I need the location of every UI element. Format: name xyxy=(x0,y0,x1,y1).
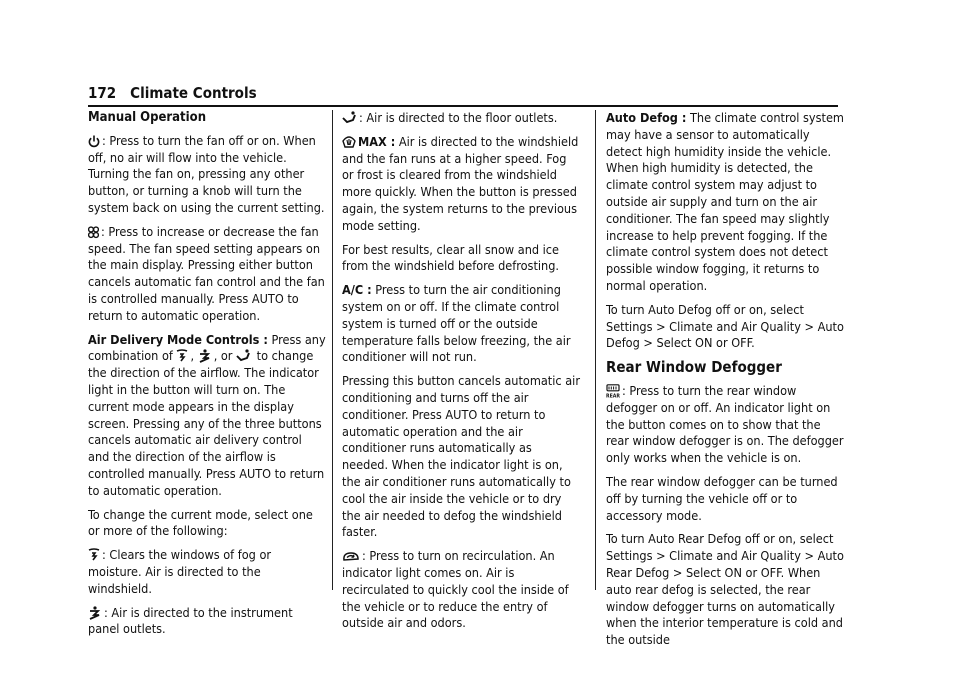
ac-paragraph: A/C : Press to turn the air conditioning system on or off. If the climate control system is turned off or the outside temperature falls below freezing, the air conditioner will not run. xyxy=(342,282,571,365)
auto-defog-settings-paragraph: To turn Auto Defog off or on, select Settings > Climate and Air Quality > Auto Defog > Select ON or OFF. xyxy=(606,301,844,351)
header-rule xyxy=(88,105,838,107)
rear-off-paragraph: The rear window defogger can be turned off by turning the vehicle off or to accessory mode. xyxy=(606,473,838,523)
recirculation-paragraph: : Press to turn on recirculation. An indicator light comes on. Air is recirculated to quickly cool the inside of the vehicle or to reduce the entry of outside air and odors. xyxy=(342,548,569,631)
fan-icon xyxy=(88,226,99,239)
panel-mode-icon xyxy=(198,349,212,363)
power-icon xyxy=(88,135,100,148)
fan-paragraph: : Press to increase or decrease the fan speed. The fan speed setting appears on the main display. Pressing either button cancels automatic fan control and the fan is controlled manually. Press AUTO to return to automatic operation. xyxy=(88,223,325,323)
svg-text:REAR: REAR xyxy=(606,393,620,398)
floor-mode-icon xyxy=(342,111,357,125)
power-paragraph: : Press to turn the fan off or on. When off, no air will flow into the vehicle. Turning the fan on, pressing any other button, or turning a knob will turn the system back on using the current setting. xyxy=(88,132,325,215)
recirculation-icon xyxy=(342,551,360,563)
defrost-mode-icon xyxy=(176,349,188,363)
section-title: Climate Controls xyxy=(130,84,257,102)
column-1 xyxy=(88,110,326,645)
floor-mode-paragraph: : Air is directed to the floor outlets. xyxy=(342,110,580,127)
floor-mode-icon xyxy=(236,349,251,363)
column-2 xyxy=(342,110,580,639)
auto-defog-paragraph: Auto Defog : The climate control system may have a sensor to automatically detect high humidity inside the vehicle. When high humidity is detected, the climate control system may adjust to outside air supply and turn on the air conditioner. The fan speed may slightly increase to help prevent fogging. If the climate control system does not detect possible window fogging, it returns to normal operation. xyxy=(606,110,844,293)
page-header xyxy=(88,84,257,102)
max-defrost-paragraph: MAX : Air is directed to the windshield and the fan runs at a higher speed. Fog or frost is cleared from the windshield more quickly. When the button is pressed again, the system returns to the previous mode setting. xyxy=(342,133,579,233)
air-delivery-paragraph: Air Delivery Mode Controls : Press any combination of , , or to change the direction of the airflow. The indicator light in the button will turn on. The current mode appears in the display screen. Pressing any of the three buttons cancels automatic air delivery control and the direction of the airflow is controlled manually. Press AUTO to return to automatic operation. xyxy=(88,331,326,498)
column-3 xyxy=(606,110,844,656)
column-divider xyxy=(595,110,596,590)
ac-cancel-paragraph: Pressing this button cancels automatic air conditioning and turns off the air conditioner. Press AUTO to return to automatic operation and the air conditioner runs automatically as needed. When the indicator light is on, the air conditioner runs automatically to cool the air inside the vehicle or to dry the air needed to defog the windshield faster. xyxy=(342,373,580,540)
page-number: 172 xyxy=(88,84,117,102)
rear-window-defogger-heading: Rear Window Defogger xyxy=(606,358,782,377)
column-divider xyxy=(332,110,333,590)
max-defrost-icon xyxy=(342,135,356,149)
rear-defog-paragraph: REAR : Press to turn the rear window defogger on or off. An indicator light on the button comes on to show that the rear window defogger is on. The defogger only works when the vehicle is on. xyxy=(606,382,844,466)
panel-mode-paragraph: : Air is directed to the instrument panel outlets. xyxy=(88,604,293,637)
rear-defog-icon xyxy=(606,384,620,398)
defrost-mode-paragraph: : Clears the windows of fog or moisture. Air is directed to the windshield. xyxy=(88,547,272,596)
panel-mode-icon xyxy=(88,606,102,620)
best-results-paragraph: For best results, clear all snow and ice from the windshield before defrosting. xyxy=(342,241,560,274)
auto-rear-defog-paragraph: To turn Auto Rear Defog off or on, select Settings > Climate and Air Quality > Auto Rear Defog > Select ON or OFF. When auto rear defog is selected, the rear window defogger turns on automatically when the interior temperature is cold and the outside xyxy=(606,531,844,648)
manual-operation-heading: Manual Operation xyxy=(88,110,207,125)
defrost-mode-icon xyxy=(88,548,100,562)
change-mode-paragraph: To change the current mode, select one or more of the following: xyxy=(88,506,313,539)
